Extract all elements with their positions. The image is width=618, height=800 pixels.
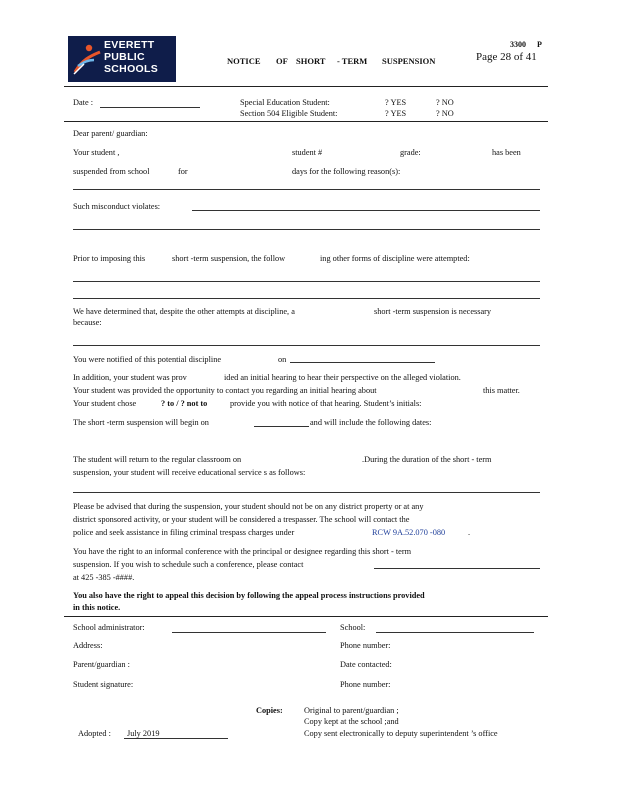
logo-line: SCHOOLS [104, 63, 159, 75]
runner-swoosh-icon [72, 42, 102, 76]
sped-no-checkbox[interactable]: ? NO [436, 98, 454, 107]
student-signature-label: Student signature: [73, 680, 134, 689]
provide-text: provide you with notice of that hearing. Student’s initials: [230, 399, 422, 408]
prior-text: short -term suspension, the follow [172, 254, 286, 263]
notified-date-field[interactable] [290, 362, 435, 363]
date-contacted-label: Date contacted: [340, 660, 392, 669]
rcw-link[interactable]: RCW 9A.52.070 -080 [372, 528, 446, 537]
advised-text: district sponsored activity, or your student will be considered a trespasser. The school will contact the [73, 515, 410, 524]
appeal-text: You also have the right to appeal this decision by following the appeal process instructions provided [73, 591, 425, 600]
sped-label: Special Education Student: [240, 98, 330, 107]
determined-text: short -term suspension is necessary [374, 307, 492, 316]
prior-text: Prior to imposing this [73, 254, 146, 263]
section-divider [64, 121, 548, 122]
services-line[interactable] [73, 492, 540, 493]
title-part: OF [276, 56, 288, 66]
policy-number: 3300 [510, 40, 526, 49]
advised-text: police and seek assistance in filing criminal trespass charges under [73, 528, 295, 537]
advised-text: . [468, 528, 471, 537]
sec504-yes-checkbox[interactable]: ? YES [385, 109, 407, 118]
notified-text: You were notified of this potential discipline [73, 355, 222, 364]
title-part: - TERM [337, 56, 368, 66]
informal-text: suspension. If you wish to schedule such a conference, please contact [73, 560, 304, 569]
prior-line[interactable] [73, 298, 540, 299]
date-field[interactable] [100, 107, 200, 108]
section-divider [64, 616, 548, 617]
salutation: Dear parent/ guardian: [73, 129, 148, 138]
begin-date-field[interactable] [254, 426, 309, 427]
policy-suffix: P [537, 40, 542, 49]
prior-text: ing other forms of discipline were attempted: [320, 254, 470, 263]
misconduct-field[interactable] [192, 210, 540, 211]
advised-text: Please be advised that during the suspension, your student should not be on any district property or at any [73, 502, 424, 511]
grade-label: grade: [400, 148, 421, 157]
copy-item: Copy kept at the school ;and [304, 717, 399, 726]
page-indicator: Page 28 of 41 [476, 51, 537, 63]
prior-line[interactable] [73, 281, 540, 282]
because-line[interactable] [73, 345, 540, 346]
adopted-line [124, 738, 228, 739]
on-text: on [278, 355, 287, 364]
phone-text: at 425 -385 -####. [73, 573, 135, 582]
admin-field[interactable] [172, 632, 326, 633]
copies-label: Copies: [256, 706, 283, 715]
return-text: The student will return to the regular classroom on [73, 455, 242, 464]
title-part: SHORT [296, 56, 326, 66]
addition-text: In addition, your student was prov [73, 373, 187, 382]
return-text: .During the duration of the short - term [362, 455, 492, 464]
sec504-no-checkbox[interactable]: ? NO [436, 109, 454, 118]
appeal-text: in this notice. [73, 603, 121, 612]
for-text: for [178, 167, 188, 176]
has-been-text: has been [492, 148, 521, 157]
copy-item: Original to parent/guardian ; [304, 706, 399, 715]
addition-text: ided an initial hearing to hear their perspective on the alleged violation. [224, 373, 461, 382]
parent-label: Parent/guardian : [73, 660, 130, 669]
district-logo [68, 36, 176, 82]
because-text: because: [73, 318, 102, 327]
informal-text: You have the right to an informal conference with the principal or designee regarding this short - term [73, 547, 412, 556]
include-text: and will include the following dates: [310, 418, 432, 427]
logo-line: PUBLIC [104, 51, 145, 63]
address-label: Address: [73, 641, 103, 650]
return-text: suspension, your student will receive educational service s as follows: [73, 468, 306, 477]
suspended-text: suspended from school [73, 167, 150, 176]
school-label: School: [340, 623, 366, 632]
reason-line[interactable] [73, 189, 540, 190]
date-label: Date : [73, 98, 94, 107]
opportunity-text: this matter. [483, 386, 520, 395]
to-not-to-options[interactable]: ? to / ? not to [161, 399, 208, 408]
copy-item: Copy sent electronically to deputy superintendent ’s office [304, 729, 498, 738]
phone-label: Phone number: [340, 641, 391, 650]
chose-text: Your student chose [73, 399, 137, 408]
adopted-date: July 2019 [127, 729, 160, 738]
begin-text: The short -term suspension will begin on [73, 418, 209, 427]
your-student-label: Your student , [73, 148, 120, 157]
misconduct-label: Such misconduct violates: [73, 202, 161, 211]
sped-yes-checkbox[interactable]: ? YES [385, 98, 407, 107]
adopted-label: Adopted : [78, 729, 111, 738]
contact-field[interactable] [374, 568, 540, 569]
school-field[interactable] [376, 632, 534, 633]
logo-line: EVERETT [104, 39, 155, 51]
days-reason-text: days for the following reason(s): [292, 167, 401, 176]
misconduct-line[interactable] [73, 229, 540, 230]
determined-text: We have determined that, despite the other attempts at discipline, a [73, 307, 295, 316]
title-part: SUSPENSION [382, 56, 436, 66]
opportunity-text: Your student was provided the opportunity to contact you regarding an initial hearing about [73, 386, 377, 395]
student-number-label: student # [292, 148, 323, 157]
title-part: NOTICE [227, 56, 261, 66]
admin-label: School administrator: [73, 623, 145, 632]
phone-label: Phone number: [340, 680, 391, 689]
sec504-label: Section 504 Eligible Student: [240, 109, 338, 118]
header-divider [64, 86, 548, 87]
